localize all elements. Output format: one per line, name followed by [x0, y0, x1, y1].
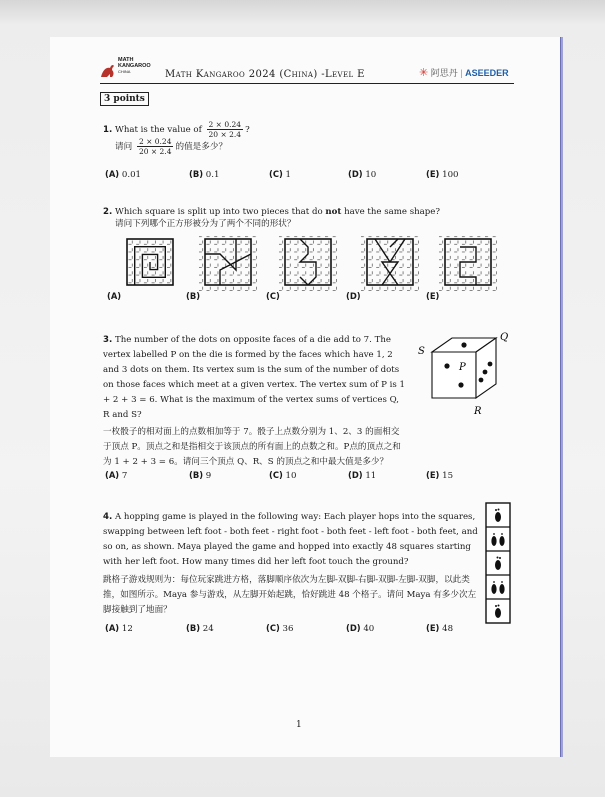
q2-option-d[interactable]: (D) — [346, 291, 361, 301]
vertex-r-label: R — [474, 406, 482, 417]
hopping-squares-figure — [485, 502, 511, 624]
question-number: 1. — [103, 125, 113, 135]
die-dot — [458, 382, 463, 387]
kangaroo-logo-icon — [98, 60, 118, 80]
q3-option-e[interactable]: (E) 15 — [426, 470, 454, 481]
q2-option-c[interactable]: (C) — [266, 291, 280, 301]
q2-squares-figure — [105, 236, 505, 306]
vertex-p-label: P — [459, 362, 466, 373]
fraction: $\frac{2 \times 0.24}{20 \times 2.4}$ — [208, 120, 242, 139]
header-rule — [100, 83, 514, 84]
q2-square-d — [361, 236, 419, 291]
q2-option-a[interactable]: (A) — [107, 291, 122, 301]
question-4: 4. A hopping game is played in the following way: Each player hops into the squares, swapping between left foot - both feet - right foot - both feet - left foot - both feet, and so on, as shown. Maya played the game and hopped into exactly 48 squares starting with her left foot. How many times did her left foot touch the ground? 跳格子游戏规则为：每位玩家跳进方格，落脚顺序依次为左脚-双脚-右脚-双脚-左脚-双脚，以此类推，如图所示。Maya 参与游戏，从左脚开始起跳，恰好跳进 48 个格子。请问 Maya 有多少次左脚接触到了地面？ — [103, 512, 478, 615]
q2-option-e[interactable]: (E) — [426, 291, 440, 301]
question-3: 3. The number of the dots on opposite faces of a die add to 7. The vertex labelled P on the die is formed by the faces which have 1, 2 and 3 dots on them. Its vertex sum is the sum of the number of dots on those faces which meet at a given vertex. The vertex sum of P is 1 + 2 + 3 = 6. What is the maximum of the vertex sums of vertices Q, R and S? 一枚骰子的相对面上的点数相加等于 7。骰子上点数分别为 1、2、3 的面相交于顶点 P。顶点之和是指相交于该顶点的所有面上的点数之和。P点的顶点之和为 1 + 2 + 3 = 6。请问三个顶点 Q、R、S 的顶点之和中最大值是多少？ — [103, 335, 405, 467]
die-dot — [461, 342, 466, 347]
q2-square-c — [279, 236, 337, 291]
math-kangaroo-logo: MATH KANGAROO CHINA — [118, 57, 151, 74]
q1-option-a[interactable]: (A) 0.01 — [105, 169, 142, 180]
q3-option-a[interactable]: (A) 7 — [105, 470, 128, 481]
q3-option-c[interactable]: (C) 10 — [269, 470, 297, 481]
q1-option-c[interactable]: (C) 1 — [269, 169, 292, 180]
q4-option-b[interactable]: (B) 24 — [186, 623, 214, 634]
die-dot — [479, 378, 484, 383]
q2-square-b — [199, 236, 257, 291]
die-dot — [444, 363, 449, 368]
page-number: 1 — [296, 720, 302, 730]
question-1: 1. What is the value of $\frac{2 \times 0.24}{20 \times 2.4}$ ? 请问 $\frac{2 \times 0.24}{20 \times 2.4}$ 的值是多少？ — [103, 120, 250, 156]
q2-square-a — [127, 239, 173, 285]
section-label: 3 points — [100, 92, 149, 106]
fraction: $\frac{2 \times 0.24}{20 \times 2.4}$ — [138, 137, 172, 156]
header-title: Math Kangaroo 2024 (China) -Level E — [165, 69, 365, 80]
die-figure — [414, 330, 514, 420]
vertex-s-label: S — [418, 346, 425, 357]
q3-option-b[interactable]: (B) 9 — [189, 470, 212, 481]
q1-option-d[interactable]: (D) 10 — [348, 169, 377, 180]
vertex-q-label: Q — [500, 332, 509, 343]
q4-option-e[interactable]: (E) 48 — [426, 623, 454, 634]
aseeder-logo: ✳ 阿思丹 | ASEEDER — [419, 67, 509, 79]
q4-option-a[interactable]: (A) 12 — [105, 623, 133, 634]
q2-square-e — [439, 236, 497, 291]
q1-option-b[interactable]: (B) 0.1 — [189, 169, 220, 180]
q1-option-e[interactable]: (E) 100 — [426, 169, 459, 180]
q3-option-d[interactable]: (D) 11 — [348, 470, 377, 481]
aseeder-star-icon: ✳ — [419, 67, 429, 79]
die-dot — [488, 362, 493, 367]
q4-option-d[interactable]: (D) 40 — [346, 623, 375, 634]
question-2: 2. Which square is split up into two pieces that do not have the same shape? 请问下列哪个正方形被分为了两个不同的形状？ — [103, 207, 440, 229]
q2-option-b[interactable]: (B) — [186, 291, 201, 301]
die-dot — [483, 370, 488, 375]
q4-option-c[interactable]: (C) 36 — [266, 623, 294, 634]
